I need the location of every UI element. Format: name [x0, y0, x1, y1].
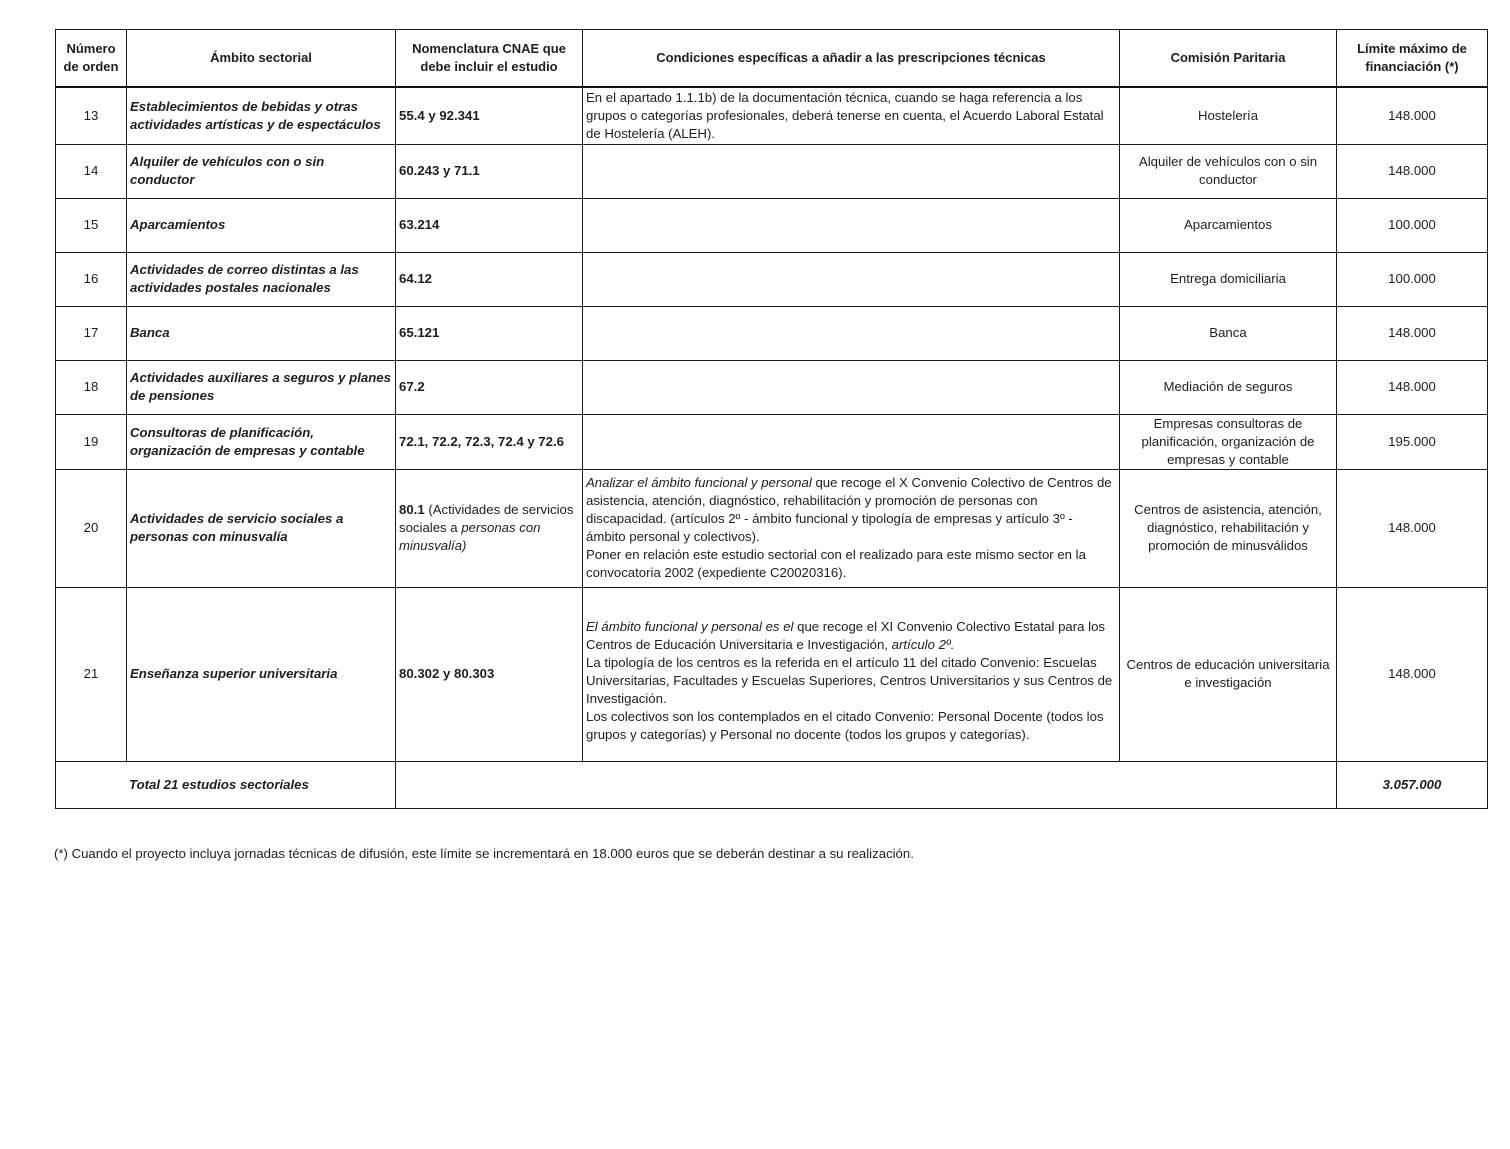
row-number: 21	[56, 587, 127, 761]
row-cnae: 80.302 y 80.303	[396, 587, 583, 761]
condition-paragraph: La tipología de los centros es la referida en el artículo 11 del citado Convenio: Escuelas Universitarias, Facultades y Escuelas Superiores, Centros Universitarios y sus Centros de Investigación.	[586, 655, 1113, 706]
financing-table	[55, 29, 1488, 809]
row-limite: 195.000	[1337, 414, 1488, 469]
row-ambito: Enseñanza superior universitaria	[127, 587, 396, 761]
row-comision: Mediación de seguros	[1120, 360, 1337, 414]
table-row	[56, 306, 1488, 360]
row-cnae: 55.4 y 92.341	[396, 87, 583, 144]
header-limite: Límite máximo de financiación (*)	[1337, 30, 1488, 88]
row-ambito: Actividades de servicio sociales a personas con minusvalía	[127, 469, 396, 587]
row-comision: Centros de asistencia, atención, diagnóstico, rehabilitación y promoción de minusválidos	[1120, 469, 1337, 587]
row-comision: Banca	[1120, 306, 1337, 360]
header-cnae: Nomenclatura CNAE que debe incluir el estudio	[396, 30, 583, 88]
row-number: 19	[56, 414, 127, 469]
row-ambito: Actividades de correo distintas a las actividades postales nacionales	[127, 252, 396, 306]
condition-text: que recoge el XI Convenio Colectivo Estatal para los Centros de Educación Universitaria e Investigación,	[586, 619, 1106, 652]
row-cnae: 60.243 y 71.1	[396, 144, 583, 198]
row-ambito: Actividades auxiliares a seguros y planes de pensiones	[127, 360, 396, 414]
condition-italic: Analizar el ámbito funcional y personal	[586, 475, 812, 490]
table-row	[56, 360, 1488, 414]
row-limite: 148.000	[1337, 469, 1488, 587]
row-comision: Alquiler de vehículos con o sin conductor	[1120, 144, 1337, 198]
row-limite: 148.000	[1337, 306, 1488, 360]
row-cnae: 64.12	[396, 252, 583, 306]
row-comision: Entrega domiciliaria	[1120, 252, 1337, 306]
row-limite: 148.000	[1337, 144, 1488, 198]
row-condiciones	[583, 306, 1120, 360]
table-row	[56, 469, 1488, 587]
row-comision: Aparcamientos	[1120, 198, 1337, 252]
row-ambito: Establecimientos de bebidas y otras actividades artísticas y de espectáculos	[127, 87, 396, 144]
row-condiciones: En el apartado 1.1.1b) de la documentación técnica, cuando se haga referencia a los grupos o categorías profesionales, deberá tenerse en cuenta, el Acuerdo Laboral Estatal de Hostelería (ALEH).	[583, 87, 1120, 144]
cnae-code: 80.1	[399, 502, 425, 517]
row-condiciones	[583, 469, 1120, 587]
row-limite: 100.000	[1337, 252, 1488, 306]
row-comision: Centros de educación universitaria e investigación	[1120, 587, 1337, 761]
table-row	[56, 87, 1488, 144]
row-cnae	[396, 469, 583, 587]
row-limite: 148.000	[1337, 87, 1488, 144]
row-limite: 148.000	[1337, 360, 1488, 414]
condition-paragraph	[586, 618, 1116, 654]
table-row	[56, 414, 1488, 469]
header-ambito: Ámbito sectorial	[127, 30, 396, 88]
row-ambito: Aparcamientos	[127, 198, 396, 252]
table-row	[56, 587, 1488, 761]
row-number: 20	[56, 469, 127, 587]
condition-italic: El ámbito funcional y personal es el	[586, 619, 794, 634]
header-row	[56, 30, 1488, 88]
row-cnae: 72.1, 72.2, 72.3, 72.4 y 72.6	[396, 414, 583, 469]
total-label-text: Total 21 estudios sectoriales	[129, 776, 309, 792]
row-condiciones	[583, 360, 1120, 414]
row-number: 14	[56, 144, 127, 198]
cnae-note-italic: personas con minusvalía)	[399, 520, 541, 553]
cnae-note: (Actividades de servicios sociales a	[399, 502, 574, 535]
row-number: 15	[56, 198, 127, 252]
row-condiciones	[583, 252, 1120, 306]
header-condiciones: Condiciones específicas a añadir a las prescripciones técnicas	[583, 30, 1120, 88]
row-ambito: Consultoras de planificación, organización de empresas y contable	[127, 414, 396, 469]
row-condiciones	[583, 198, 1120, 252]
header-numero: Número de orden	[56, 30, 127, 88]
row-ambito: Alquiler de vehículos con o sin conductor	[127, 144, 396, 198]
row-condiciones	[583, 144, 1120, 198]
row-condiciones	[583, 414, 1120, 469]
row-number: 13	[56, 87, 127, 144]
table-row	[56, 198, 1488, 252]
table-row	[56, 252, 1488, 306]
row-number: 16	[56, 252, 127, 306]
row-comision: Hostelería	[1120, 87, 1337, 144]
row-comision: Empresas consultoras de planificación, organización de empresas y contable	[1120, 414, 1337, 469]
total-row	[56, 761, 1488, 808]
condition-paragraph: Poner en relación este estudio sectorial con el realizado para este mismo sector en la convocatoria 2002 (expediente C20020316).	[586, 547, 1086, 580]
row-limite: 148.000	[1337, 587, 1488, 761]
row-ambito: Banca	[127, 306, 396, 360]
row-limite: 100.000	[1337, 198, 1488, 252]
row-cnae: 65.121	[396, 306, 583, 360]
condition-text: que recoge el X Convenio Colectivo de Centros de asistencia, atención, diagnóstico, rehabilitación y promoción de personas con discapacidad. (artículos 2º - ámbito funcional y tipología de empresas y artículo 3º - ámbito personal y colectivos).	[586, 475, 1112, 544]
condition-paragraph	[586, 474, 1116, 546]
row-condiciones	[583, 587, 1120, 761]
total-value: 3.057.000	[1337, 761, 1488, 808]
row-cnae: 67.2	[396, 360, 583, 414]
header-comision: Comisión Paritaria	[1120, 30, 1337, 88]
condition-italic: artículo 2º.	[891, 637, 955, 652]
total-label	[56, 761, 396, 808]
table-row	[56, 144, 1488, 198]
footnote: (*) Cuando el proyecto incluya jornadas técnicas de difusión, este límite se incrementará en 18.000 euros que se deberán destinar a su realización.	[54, 846, 914, 861]
row-number: 18	[56, 360, 127, 414]
total-spacer	[396, 761, 1337, 808]
row-number: 17	[56, 306, 127, 360]
condition-paragraph: Los colectivos son los contemplados en el citado Convenio: Personal Docente (todos los grupos y categorías) y Personal no docente (todos los grupos y categorías).	[586, 709, 1104, 742]
row-cnae: 63.214	[396, 198, 583, 252]
